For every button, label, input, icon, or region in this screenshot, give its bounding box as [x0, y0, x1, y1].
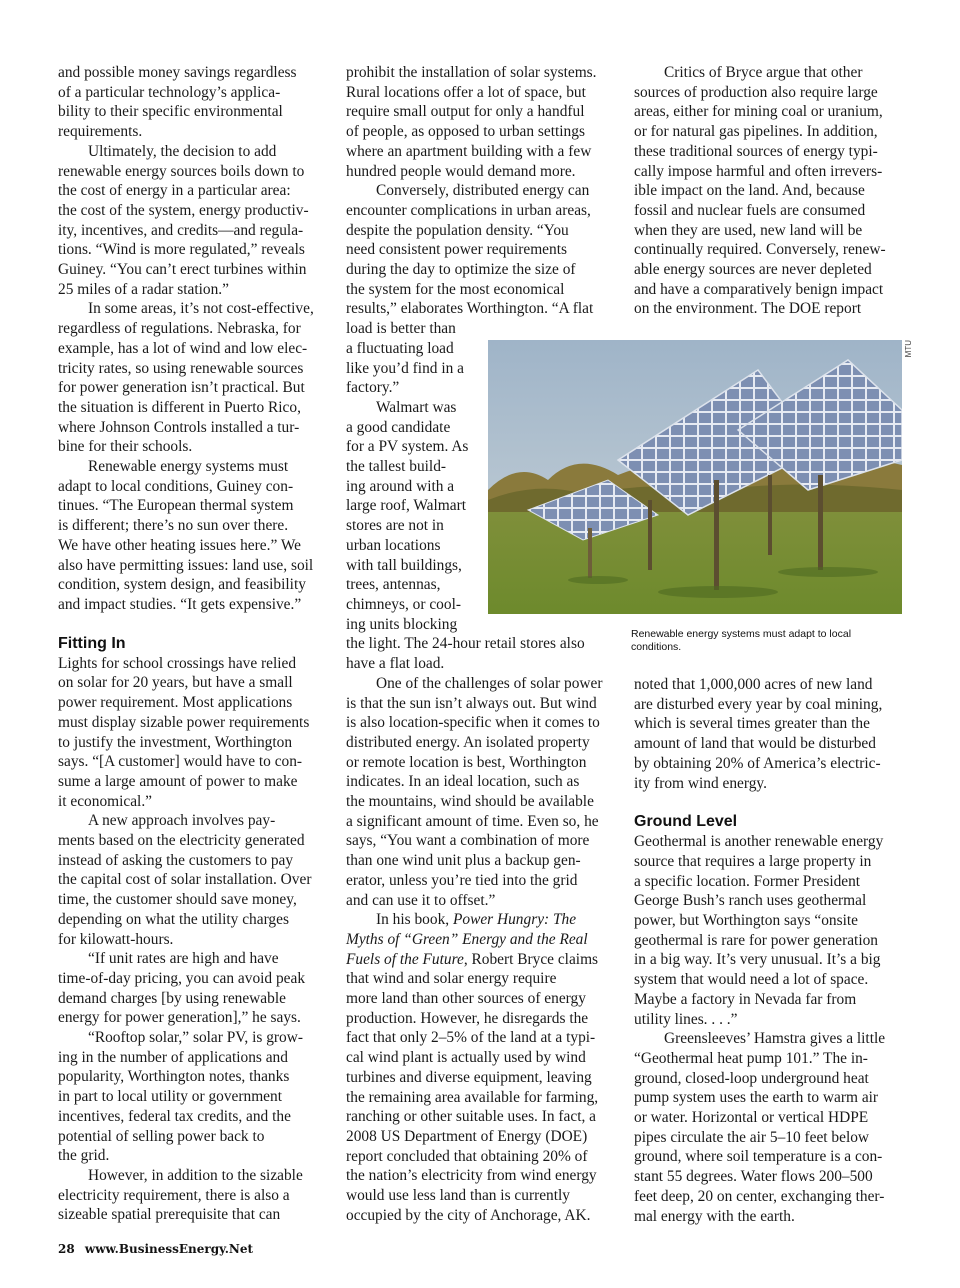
text-line: hundred people would demand more. — [346, 162, 576, 180]
text-line: ground, closed-loop underground heat — [634, 1069, 869, 1087]
text-line: stores are not in — [346, 517, 444, 535]
text-line: and possible money savings regardless — [58, 64, 297, 81]
text-line: load is better than — [346, 320, 456, 338]
text-line: feet deep, 20 on center, exchanging ther- — [634, 1187, 885, 1205]
text-line: fact that only 2–5% of the land at a typi- — [346, 1029, 596, 1047]
text-line: “Rooftop solar,” solar PV, is grow- — [88, 1029, 303, 1047]
text-line: than one wind unit plus a backup gen- — [346, 852, 581, 870]
text-line: is that the sun isn’t always out. But wind — [346, 694, 597, 712]
text-line: A new approach involves pay- — [88, 812, 276, 830]
text-line: sizeable spatial prerequisite that can — [58, 1206, 281, 1224]
text-line: have a flat load. — [346, 655, 445, 673]
text-line: and impact studies. “It gets expensive.” — [58, 595, 302, 613]
book-title: Power Hungry: The — [452, 911, 577, 929]
text-line: occupied by the city of Anchorage, AK. — [346, 1206, 591, 1224]
text-line: power, but Worthington says “onsite — [634, 912, 858, 930]
text-line: ity, incentives, and credits—and regula- — [58, 221, 304, 239]
text-line: Greensleeves’ Hamstra gives a little — [664, 1030, 886, 1048]
text-line: ible impact on the land. And, because — [634, 182, 865, 200]
text-line: stant 55 degrees. Water flows 200–500 — [634, 1168, 873, 1186]
text-line: Lights for school crossings have relied — [58, 654, 297, 672]
text-line: Ultimately, the decision to add — [88, 142, 277, 160]
text-line: 2008 US Department of Energy (DOE) — [346, 1127, 588, 1145]
page-number: 28 — [58, 1242, 75, 1256]
paragraph — [58, 654, 328, 812]
paragraph — [58, 63, 328, 142]
paragraph — [58, 457, 328, 615]
text-line: urban locations — [346, 536, 441, 554]
photo-caption — [631, 628, 906, 654]
text-line: by obtaining 20% of America’s electric- — [634, 754, 881, 772]
paragraph — [634, 832, 904, 1029]
text-line: require small output for only a handful — [346, 103, 585, 121]
text-run: In his book, — [376, 911, 450, 929]
text-line: on solar for 20 years, but have a small — [58, 674, 293, 692]
text-line: that wind and solar energy require — [346, 970, 557, 988]
page-footer — [58, 1242, 253, 1256]
text-line: requirements. — [58, 123, 143, 141]
text-line: a fluctuating load — [346, 339, 454, 357]
text-line: when they are used, new land will be — [634, 221, 863, 239]
text-line: the mountains, wind should be available — [346, 793, 594, 811]
text-run: , Robert Bryce claims — [463, 950, 599, 968]
text-line: factory.” — [346, 379, 400, 397]
text-line: popularity, Worthington notes, thanks — [58, 1068, 290, 1086]
text-line: or remote location is best, Worthington — [346, 753, 587, 771]
text-line: Conversely, distributed energy can — [376, 182, 590, 200]
paragraph — [346, 674, 616, 910]
text-line: in part to local utility or government — [58, 1088, 282, 1106]
website-url[interactable]: www.BusinessEnergy.Net — [84, 1242, 254, 1256]
text-line: potential of selling power back to — [58, 1127, 265, 1145]
text-line: time, the customer should save money, — [58, 891, 297, 909]
text-line: “Geothermal heat pump 101.” The in- — [634, 1049, 868, 1067]
text-line: Maybe a factory in Nevada far from — [634, 990, 857, 1008]
text-line: for power generation isn’t practical. But — [58, 379, 305, 397]
text-line: example, has a lot of wind and low elec- — [58, 339, 308, 357]
solar-panels-illustration — [488, 340, 902, 614]
text-line: large roof, Walmart — [346, 497, 466, 515]
text-line: like you’d find in a — [346, 359, 464, 377]
text-line: of people, as opposed to urban settings — [346, 123, 585, 141]
text-line: cally impose harmful and often irrevers- — [634, 162, 883, 180]
paragraph — [58, 1166, 328, 1225]
text-line: the cost of the system, energy productiv- — [58, 201, 309, 219]
text-line: However, in addition to the sizable — [88, 1166, 303, 1184]
text-line: geothermal is rare for power generation — [634, 931, 879, 949]
paragraph — [634, 63, 904, 319]
text-line: In some areas, it’s not cost-effective, — [88, 300, 314, 318]
text-line: and have a comparatively benign impact — [634, 280, 884, 298]
text-line: distributed energy. An isolated property — [346, 733, 590, 751]
text-line: One of the challenges of solar power — [376, 674, 603, 692]
text-line: report concluded that obtaining 20% of — [346, 1147, 588, 1165]
text-line: chimneys, or cool- — [346, 595, 461, 613]
text-line — [346, 930, 616, 950]
text-line: 25 miles of a radar station.” — [58, 280, 229, 298]
text-line: turbines and diverse equipment, leaving — [346, 1068, 592, 1086]
text-line: for a PV system. As — [346, 438, 469, 456]
text-line: source that requires a large property in — [634, 852, 872, 870]
text-line: the situation is different in Puerto Rico, — [58, 398, 301, 416]
photo-credit: MTU — [904, 340, 913, 358]
text-line: trees, antennas, — [346, 576, 441, 594]
text-line — [346, 910, 616, 930]
text-line: a significant amount of time. Even so, he — [346, 812, 599, 830]
solar-panels-photo — [488, 340, 902, 614]
text-line: continually required. Conversely, renew- — [634, 241, 886, 259]
text-line: on the environment. The DOE report — [634, 300, 862, 318]
text-line: a specific location. Former President — [634, 872, 861, 890]
text-line: pump system uses the earth to warm air — [634, 1089, 879, 1107]
text-line: the tallest build- — [346, 458, 447, 476]
text-line: or for natural gas pipelines. In addition, — [634, 123, 878, 141]
text-line: with tall buildings, — [346, 556, 462, 574]
text-line: ing units blocking — [346, 615, 458, 633]
text-line: bility to their specific environmental — [58, 103, 283, 121]
text-line: despite the population density. “You — [346, 221, 569, 239]
book-title: Myths of “Green” Energy and the Real — [346, 930, 588, 948]
article-column-2 — [346, 63, 616, 1225]
text-line: Walmart was — [376, 398, 457, 416]
text-line: We have other heating issues here.” We — [58, 536, 301, 554]
text-line: during the day to optimize the size of — [346, 261, 576, 279]
text-line: amount of land that would be disturbed — [634, 735, 876, 753]
article-column-3-continued — [634, 675, 904, 1226]
text-line: electricity requirement, there is also a — [58, 1186, 290, 1204]
text-line: ground, where soil temperature is a con- — [634, 1148, 883, 1166]
caption-line: Renewable energy systems must adapt to local — [631, 628, 852, 640]
text-line: where an apartment building with a few — [346, 142, 592, 160]
text-line: regardless of regulations. Nebraska, for — [58, 320, 301, 338]
text-line: a good candidate — [346, 418, 451, 436]
text-line: tinues. “The European thermal system — [58, 497, 294, 515]
text-line: George Bush’s ranch uses geothermal — [634, 892, 867, 910]
paragraph — [58, 811, 328, 949]
paragraph — [346, 910, 616, 1225]
text-line: Geothermal is another renewable energy — [634, 833, 884, 851]
section-heading: Ground Level — [634, 813, 738, 831]
text-line: the capital cost of solar installation. Over — [58, 871, 312, 889]
text-line: also have permitting issues: land use, soil — [58, 556, 314, 574]
book-title: Fuels of the Future — [346, 950, 464, 968]
text-line: erator, unless you’re tied into the grid — [346, 871, 578, 889]
text-line: the nation’s electricity from wind energy — [346, 1167, 597, 1185]
text-line: Rural locations offer a lot of space, but — [346, 83, 586, 101]
text-line: prohibit the installation of solar systems. — [346, 64, 597, 81]
text-line: would use less land than is currently — [346, 1187, 570, 1205]
text-line: the cost of energy in a particular area: — [58, 182, 291, 200]
paragraph — [346, 63, 616, 181]
text-line: system that would need a lot of space. — [634, 971, 869, 989]
text-line: is different; there’s no sun over there. — [58, 517, 289, 535]
text-line: sume a large amount of power to make — [58, 772, 298, 790]
paragraph — [58, 299, 328, 457]
text-line: the light. The 24-hour retail stores also — [346, 635, 585, 653]
text-line: indicates. In an ideal location, such as — [346, 773, 580, 791]
caption-line: conditions. — [631, 641, 682, 653]
text-line: the grid. — [58, 1147, 110, 1165]
text-line: pipes circulate the air 5–10 feet below — [634, 1128, 870, 1146]
paragraph — [58, 949, 328, 1028]
text-line: energy for power generation],” he says. — [58, 1009, 301, 1027]
section-heading: Fitting In — [58, 634, 126, 652]
text-line: power requirement. Most applications — [58, 694, 293, 712]
text-line: ing around with a — [346, 477, 455, 495]
text-line: the remaining area available for farming, — [346, 1088, 599, 1106]
text-line: utility lines. . . .” — [634, 1010, 738, 1028]
text-line: cal wind plant is actually used by wind — [346, 1049, 586, 1067]
text-line: depending on what the utility charges — [58, 910, 289, 928]
text-line: says, “You want a combination of more — [346, 832, 590, 850]
text-line: these traditional sources of energy typi- — [634, 142, 878, 160]
text-line: ing in the number of applications and — [58, 1048, 288, 1066]
paragraph — [634, 675, 904, 793]
text-line: fossil and nuclear fuels are consumed — [634, 201, 866, 219]
text-line — [346, 950, 616, 970]
text-line: mal energy with the earth. — [634, 1207, 795, 1225]
text-line: and can use it to offset.” — [346, 891, 496, 909]
text-line: ments based on the electricity generated — [58, 832, 305, 850]
text-line: noted that 1,000,000 acres of new land — [634, 676, 873, 693]
text-line: which is several times greater than the — [634, 715, 870, 733]
text-line: “If unit rates are high and have — [88, 950, 279, 968]
text-line: instead of asking the customers to pay — [58, 851, 294, 869]
text-line: ranching or other suitable uses. In fact, a — [346, 1108, 597, 1126]
text-line: ity from wind energy. — [634, 774, 767, 792]
text-line: condition, system design, and feasibility — [58, 576, 306, 594]
text-line: it economical.” — [58, 792, 153, 810]
text-line: Renewable energy systems must — [88, 458, 289, 476]
text-line: Critics of Bryce argue that other — [664, 64, 863, 81]
text-line: production. However, he disregards the — [346, 1009, 589, 1027]
text-line: Guiney. “You can’t erect turbines within — [58, 261, 307, 279]
text-line: or water. Horizontal or vertical HDPE — [634, 1109, 869, 1127]
text-line: of a particular technology’s applica- — [58, 83, 281, 101]
text-line: says. “[A customer] would have to con- — [58, 753, 303, 771]
paragraph — [58, 1028, 328, 1166]
text-line: adapt to local conditions, Guiney con- — [58, 477, 294, 495]
paragraph — [634, 1029, 904, 1226]
text-line: in a big way. It’s very unusual. It’s a big — [634, 951, 881, 969]
article-column-1 — [58, 63, 328, 1225]
text-line: more land than other sources of energy — [346, 990, 586, 1008]
text-line: renewable energy sources boils down to — [58, 162, 305, 180]
text-line: must display sizable power requirements — [58, 713, 310, 731]
text-line: demand charges [by using renewable — [58, 989, 286, 1007]
article-column-3 — [634, 63, 904, 319]
text-line: results,” elaborates Worthington. “A flat — [346, 300, 594, 318]
paragraph — [58, 142, 328, 300]
text-line: time-of-day pricing, you can avoid peak — [58, 969, 306, 987]
text-line: is also location-specific when it comes to — [346, 714, 600, 732]
text-line: tricity rates, so using renewable sources — [58, 359, 304, 377]
text-line: for kilowatt-hours. — [58, 930, 174, 948]
text-line: incentives, federal tax credits, and the — [58, 1107, 291, 1125]
text-line: need consistent power requirements — [346, 241, 567, 259]
text-line: tions. “Wind is more regulated,” reveals — [58, 241, 305, 259]
text-line: sources of production also require large — [634, 83, 878, 101]
text-line: the system for the most economical — [346, 280, 565, 298]
text-line: bine for their schools. — [58, 438, 193, 456]
text-line: where Johnson Controls installed a tur- — [58, 418, 300, 436]
text-line: to justify the investment, Worthington — [58, 733, 293, 751]
text-line: are disturbed every year by coal mining, — [634, 695, 883, 713]
text-line: areas, either for mining coal or uranium, — [634, 103, 883, 121]
text-line: encounter complications in urban areas, — [346, 201, 591, 219]
text-line: able energy sources are never depleted — [634, 261, 872, 279]
